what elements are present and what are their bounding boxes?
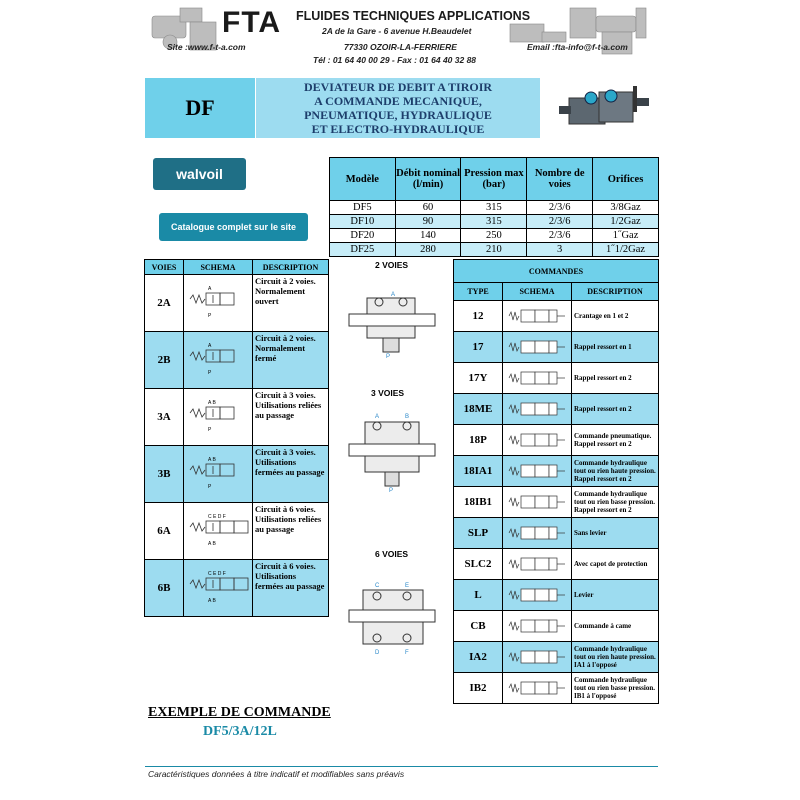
command-schema [503,518,572,549]
svg-text:F: F [405,650,409,656]
table-row [330,243,659,257]
cell: 60 [395,201,461,215]
table-row [454,394,659,425]
svg-text:E: E [405,583,410,589]
voie-code: 3A [145,389,184,446]
valve-product-photo [555,76,655,142]
walvoil-wordmark: walvoil [176,166,223,182]
valve-drawing-6-voies [345,580,440,658]
address-line-1: 2A de la Gare - 6 avenue H.Beaudelet [322,26,472,36]
command-description: Commande à came [572,611,659,642]
col-header-voies: VOIES [145,260,184,275]
command-type: 18ME [454,394,503,425]
valve-symbol-icon [186,511,250,551]
title-line: PNEUMATIQUE, HYDRAULIQUE [304,108,492,122]
command-type: 18P [454,425,503,456]
table-row [454,611,659,642]
command-schema [503,394,572,425]
port-label-top: C E D F [208,571,226,577]
voie-description: Circuit à 3 voies. Utilisations fermées au passage [253,446,329,503]
table-row [145,446,329,503]
cell: DF20 [330,229,396,243]
port-label-bottom: P [208,370,212,376]
command-symbol-icon [507,615,567,637]
col-header-orifices: Orifices [593,158,659,201]
address-line-2: 77330 OZOIR-LA-FERRIERE [344,42,457,52]
col-header-voies: Nombre de voies [527,158,593,201]
phone-fax: Tél : 01 64 40 00 29 - Fax : 01 64 40 32 88 [313,55,477,65]
cell: 250 [461,229,527,243]
command-symbol-icon [507,305,567,327]
command-schema [503,363,572,394]
table-row [454,487,659,518]
table-row [330,229,659,243]
commandes-table [453,259,659,704]
title-line: DEVIATEUR DE DEBIT A TIROIR [303,80,493,94]
section-2-voies: 2 VOIES [375,260,409,270]
command-symbol-icon [507,398,567,420]
table-row [145,560,329,617]
col-header-schema: SCHEMA [184,260,253,275]
table-row [454,642,659,673]
command-description: Rappel ressort en 2 [572,363,659,394]
command-description: Levier [572,580,659,611]
title-line: ET ELECTRO-HYDRAULIQUE [311,122,485,136]
command-schema [503,549,572,580]
command-symbol-icon [507,522,567,544]
command-symbol-icon [507,460,567,482]
svg-text:P: P [386,354,391,360]
col-header-description: DESCRIPTION [572,283,659,301]
valve-drawing-2-voies [345,288,440,360]
cell: 315 [461,215,527,229]
command-type: IB2 [454,673,503,704]
command-symbol-icon [507,367,567,389]
command-description: Commande pneumatique. Rappel ressort en 2 [572,425,659,456]
table-row [145,275,329,332]
command-symbol-icon [507,584,567,606]
product-code: DF [145,78,255,138]
email-link[interactable]: Email :fta-info@f-t-a.com [527,42,628,52]
voie-schema [184,446,253,503]
voie-code: 2B [145,332,184,389]
svg-text:C: C [375,583,380,589]
footer-note: Caractéristiques données à titre indicatif et modifiables sans préavis [148,769,405,779]
table-row [454,363,659,394]
command-schema [503,487,572,518]
command-schema [503,642,572,673]
col-header-type: TYPE [454,283,503,301]
command-description: Rappel ressort en 1 [572,332,659,363]
command-type: IA2 [454,642,503,673]
col-header-schema: SCHEMA [503,283,572,301]
cell: DF25 [330,243,396,257]
voie-description: Circuit à 2 voies. Normalement fermé [253,332,329,389]
command-description: Commande hydraulique tout ou rien haute pression. Rappel ressort en 2 [572,456,659,487]
command-type: 18IB1 [454,487,503,518]
voie-code: 3B [145,446,184,503]
cell: 1/2Gaz [593,215,659,229]
command-symbol-icon [507,491,567,513]
command-description: Commande hydraulique tout ou rien basse pression. Rappel ressort en 2 [572,487,659,518]
command-schema [503,673,572,704]
command-type: 18IA1 [454,456,503,487]
command-schema [503,332,572,363]
command-description: Rappel ressort en 2 [572,394,659,425]
cell: 2/3/6 [527,201,593,215]
command-symbol-icon [507,677,567,699]
command-schema [503,611,572,642]
command-schema [503,580,572,611]
valve-symbol-icon [186,283,250,323]
port-label-top: A B [208,400,216,406]
command-description: Crantage en 1 et 2 [572,301,659,332]
svg-text:A: A [391,292,396,298]
voie-schema [184,560,253,617]
valve-symbol-icon [186,568,250,608]
product-title [256,78,540,138]
title-line: A COMMANDE MECANIQUE, [314,94,482,108]
voie-schema [184,389,253,446]
cell: 2/3/6 [527,229,593,243]
cell: 3 [527,243,593,257]
command-type: 12 [454,301,503,332]
col-header-modele: Modèle [330,158,396,201]
voie-code: 6B [145,560,184,617]
col-header-description: DESCRIPTION [253,260,329,275]
walvoil-logo [153,158,246,190]
col-header-debit: Débit nominal (l/min) [395,158,461,201]
cell: DF5 [330,201,396,215]
command-description: Sans levier [572,518,659,549]
cell: DF10 [330,215,396,229]
port-label-bottom: A B [208,541,216,547]
command-symbol-icon [507,429,567,451]
port-label-bottom: A B [208,598,216,604]
catalogue-button[interactable]: Catalogue complet sur le site [159,213,308,241]
cell: 280 [395,243,461,257]
command-symbol-icon [507,646,567,668]
port-label-top: C E D F [208,514,226,520]
table-row [454,673,659,704]
command-schema [503,301,572,332]
valve-symbol-icon [186,340,250,380]
svg-text:B: B [405,414,410,420]
commandes-title: COMMANDES [454,260,659,283]
command-description: Commande hydraulique tout ou rien basse pression. IB1 à l'opposé [572,673,659,704]
cell: 2/3/6 [527,215,593,229]
voie-code: 6A [145,503,184,560]
cell: 1˝1/2Gaz [593,243,659,257]
cell: 1˝Gaz [593,229,659,243]
voie-description: Circuit à 6 voies. Utilisations reliées au passage [253,503,329,560]
voie-schema [184,275,253,332]
table-row [454,549,659,580]
command-symbol-icon [507,553,567,575]
voie-description: Circuit à 2 voies. Normalement ouvert [253,275,329,332]
table-row [330,215,659,229]
port-label-bottom: P [208,427,212,433]
port-label-top: A [208,286,212,292]
command-schema [503,425,572,456]
table-row [454,332,659,363]
models-table [329,157,659,257]
command-description: Commande hydraulique tout ou rien haute pression. IA1 à l'opposé [572,642,659,673]
command-schema [503,456,572,487]
example-code: DF5/3A/12L [203,724,277,739]
cell: 140 [395,229,461,243]
voies-table [144,259,329,617]
table-row [454,425,659,456]
cell: 315 [461,201,527,215]
table-row [454,456,659,487]
site-link[interactable]: Site :www.f-t-a.com [167,42,246,52]
company-name: FLUIDES TECHNIQUES APPLICATIONS [296,9,531,23]
command-type: 17Y [454,363,503,394]
voie-code: 2A [145,275,184,332]
svg-text:P: P [389,488,394,494]
voie-description: Circuit à 6 voies. Utilisations fermées au passage [253,560,329,617]
command-type: 17 [454,332,503,363]
voie-schema [184,332,253,389]
port-label-bottom: P [208,484,212,490]
cell: 210 [461,243,527,257]
table-row [330,201,659,215]
valve-drawing-3-voies [345,408,440,494]
table-row [454,518,659,549]
command-description: Avec capot de protection [572,549,659,580]
table-row [145,389,329,446]
command-symbol-icon [507,336,567,358]
valve-symbol-icon [186,454,250,494]
example-title: EXEMPLE DE COMMANDE [148,705,331,720]
voie-description: Circuit à 3 voies. Utilisations reliées au passage [253,389,329,446]
port-label-top: A [208,343,212,349]
table-row [454,301,659,332]
command-type: L [454,580,503,611]
port-label-top: A B [208,457,216,463]
command-type: SLC2 [454,549,503,580]
valve-symbol-icon [186,397,250,437]
cell: 3/8Gaz [593,201,659,215]
svg-text:A: A [375,414,380,420]
port-label-bottom: P [208,313,212,319]
command-type: SLP [454,518,503,549]
command-type: CB [454,611,503,642]
table-row [145,503,329,560]
cell: 90 [395,215,461,229]
footer-divider [145,766,658,767]
section-6-voies: 6 VOIES [375,549,409,559]
voie-schema [184,503,253,560]
table-row [454,580,659,611]
fta-logo: FTA [222,6,282,39]
table-row [145,332,329,389]
svg-text:D: D [375,650,380,656]
col-header-pression: Pression max (bar) [461,158,527,201]
section-3-voies: 3 VOIES [371,388,405,398]
